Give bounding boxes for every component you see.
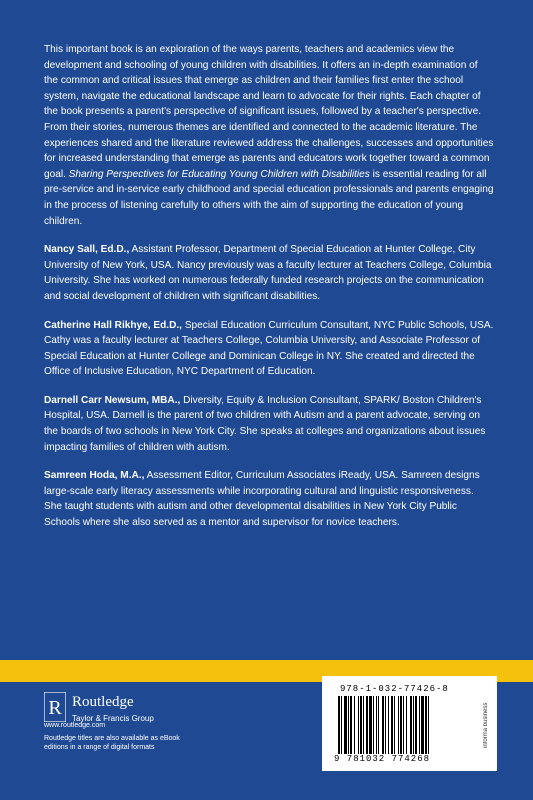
barcode-bar [382, 696, 384, 754]
author-name: Nancy Sall, Ed.D., [44, 244, 130, 256]
barcode-bar [338, 696, 340, 754]
barcode-bar [425, 696, 427, 754]
barcode-bar [354, 696, 355, 754]
barcode-bar [373, 696, 374, 754]
publisher-website: www.routledge.com [44, 722, 106, 729]
book-title-italic: Sharing Perspectives for Educating Young Children with Disabilities [68, 168, 370, 180]
barcode-bar [358, 696, 359, 754]
barcode-bar [366, 696, 368, 754]
author-description: Special Education Curriculum Consultant, NYC Public Schools, USA. Cathy was a faculty lecturer at Teachers College, Columbia University, and Associate Professor of Special Education at Hunter College and Dominican College in NY. She created and directed the Office of Inclusive Education, NYC Department of Education. [44, 319, 494, 378]
barcode-bar [406, 696, 407, 754]
publisher-footer [0, 682, 533, 800]
barcode-bar [398, 696, 399, 754]
barcode-bar [428, 696, 429, 754]
ebook-note: Routledge titles are also available as eBook editions in a range of digital formats [44, 735, 180, 751]
barcode-bar [421, 696, 424, 754]
back-cover-text [44, 42, 494, 531]
barcode-icon [336, 696, 476, 754]
barcode-bar [341, 696, 342, 754]
barcode-bar [413, 696, 414, 754]
author-name: Darnell Carr Newsum, MBA., [44, 394, 181, 406]
barcode-bar [394, 696, 395, 754]
barcode-bar [344, 696, 347, 754]
barcode-bar [378, 696, 379, 754]
author-description: Diversity, Equity & Inclusion Consultant, SPARK/ Boston Children's Hospital, USA. Darnell is the parent of two children with Autism and a parent advocate, serving on the boards of two schools in New York City. She speaks at colleges and organizations about issues impacting families of children with autism. [44, 394, 486, 453]
book-description: This important book is an exploration of the ways parents, teachers and academics view the development and schooling of young children with disabilities. It offers an in-depth examination of the common and critical issues that emerge as children and their families first enter the school system, navigate the educational landscape and learn to advocate for their rights. Each chapter of the book presents a parent's perspective of significant issues, followed by a teacher's perspective. From their stories, numerous themes are identified and connected to the academic literature. The experiences shared and the literature reviewed address the challenges, successes and opportunities for increased understanding that emerge as parents and educators work together toward a common goal. Sharing Perspectives for Educating Young Children with Disabilities is essential reading for all pre-service and in-service early childhood and special education professionals and parents engaging in the process of listening carefully to others with the aim of supporting the education of young children. [44, 44, 494, 227]
informa-label: informa business [483, 702, 489, 748]
author-bio [44, 318, 494, 380]
publisher-group: Taylor & Francis Group [72, 714, 154, 723]
barcode-bar [369, 696, 372, 754]
author-description: Assistant Professor, Department of Special Education at Hunter College, City University of New York, USA. Nancy previously was a faculty lecturer at Teachers College, Columbia University. She has worked on numerous federally funded research projects on the communication and social development of children with significant disabilities. [44, 244, 492, 302]
svg-text:R: R [48, 697, 62, 719]
barcode-bar [360, 696, 362, 754]
barcode-bar [348, 696, 349, 754]
routledge-logo-icon [44, 692, 66, 722]
author-bio [44, 393, 494, 455]
isbn-text: 978-1-032-77426-8 [340, 684, 449, 694]
barcode-bar [403, 696, 404, 754]
barcode-bar [350, 696, 352, 754]
barcode-panel [322, 676, 497, 771]
isbn-digits: 9 781032 774268 [334, 754, 431, 764]
barcode-bar [419, 696, 420, 754]
barcode-bar [385, 696, 386, 754]
barcode-bar [400, 696, 402, 754]
barcode-bar [391, 696, 393, 754]
barcode-bar [410, 696, 412, 754]
author-name: Catherine Hall Rikhye, Ed.D., [44, 319, 182, 331]
barcode-bar [388, 696, 389, 754]
barcode-bar [415, 696, 417, 754]
barcode-bar [376, 696, 377, 754]
author-name: Samreen Hoda, M.A., [44, 470, 145, 482]
author-bio [44, 468, 494, 530]
publisher-name: Routledge [72, 694, 134, 710]
barcode-bar [363, 696, 364, 754]
author-description: Assessment Editor, Curriculum Associates iReady, USA. Samreen designs large-scale early literacy assessments while incorporating cultural and linguistic responsiveness. She taught students with autism and other developmental disabilities in New York City Public Schools where she also served as a mentor and supervisor for novice teachers. [44, 470, 480, 529]
author-bio [44, 242, 494, 304]
